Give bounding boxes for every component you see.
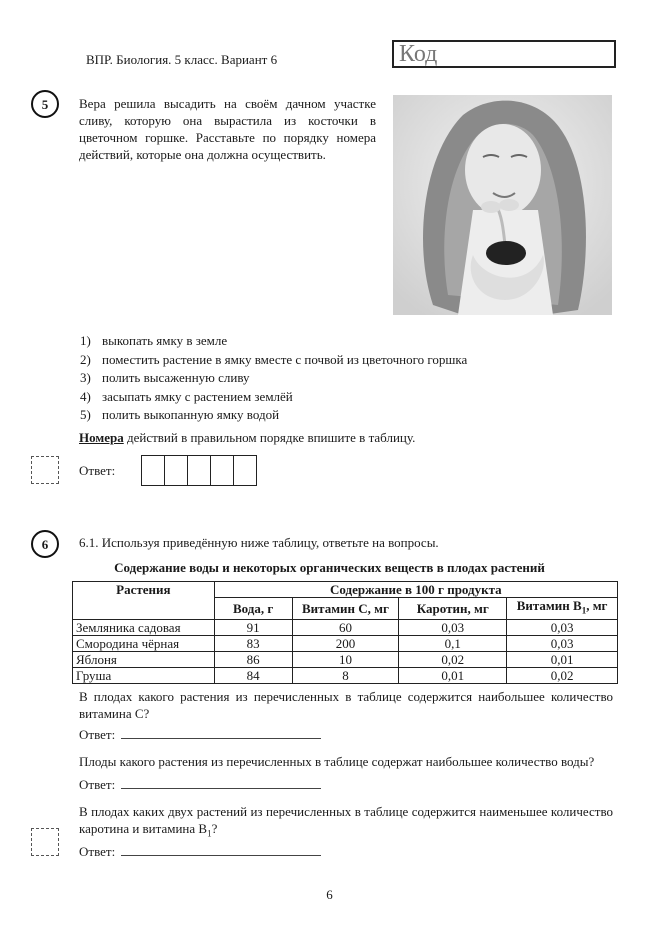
- code-field[interactable]: [392, 40, 616, 68]
- list-item: 4) засыпать ямку с растением землёй: [80, 388, 293, 404]
- answer-cell-1[interactable]: [142, 456, 165, 485]
- table-row: Земляника садовая 91 60 0,03 0,03: [73, 619, 618, 635]
- table-title: Содержание воды и некоторых органических веществ в плодах растений: [114, 560, 545, 575]
- column-group-header: Содержание в 100 г продукта: [214, 582, 617, 598]
- answer-label: Ответ:: [79, 463, 116, 478]
- table-row: Смородина чёрная 83 200 0,1 0,03: [73, 635, 618, 651]
- answer-row-2: Ответ:: [79, 776, 321, 793]
- answer-input-2[interactable]: [121, 776, 321, 789]
- answer-cell-4[interactable]: [211, 456, 234, 485]
- list-item: 5) полить выкопанную ямку водой: [80, 407, 280, 423]
- question-1: В плодах какого растения из перечисленных в таблице содержится наибольшее количество витамина C?: [79, 689, 613, 721]
- score-box-task6[interactable]: [31, 828, 59, 856]
- list-item: 2) поместить растение в ямку вместе с почвой из цветочного горшка: [80, 351, 468, 367]
- task-number-badge: 6: [31, 530, 59, 558]
- code-label: Код: [399, 41, 438, 67]
- header-title: ВПР. Биология. 5 класс. Вариант 6: [86, 52, 278, 67]
- task5-steps-list: [80, 332, 467, 425]
- nutrient-table: [72, 581, 618, 684]
- column-header-vitamin-b1: Витамин $B_1$, мг: [507, 598, 618, 620]
- answer-row-1: Ответ:: [79, 726, 321, 743]
- table-row: Груша 84 8 0,01 0,02: [73, 667, 618, 683]
- column-header-plant: Растения: [73, 582, 215, 620]
- question-3: В плодах каких двух растений из перечисленных в таблице содержится наименьшее количество каротина и витамина $B_1$?: [79, 804, 613, 839]
- answer-row-3: Ответ:: [79, 843, 321, 860]
- answer-input-1[interactable]: [121, 726, 321, 739]
- page-number: 6: [326, 887, 333, 902]
- column-header-carotene: Каротин, мг: [399, 598, 507, 620]
- column-header-vitamin-c: Витамин C, мг: [292, 598, 399, 620]
- answer-cell-2[interactable]: [165, 456, 188, 485]
- task-number-badge: 5: [31, 90, 59, 118]
- answer-cell-5[interactable]: [234, 456, 256, 485]
- table-row: Яблоня 86 10 0,02 0,01: [73, 651, 618, 667]
- question-2: Плоды какого растения из перечисленных в таблице содержат наибольшее количество воды?: [79, 754, 595, 769]
- column-header-water: Вода, г: [214, 598, 292, 620]
- score-box-task5[interactable]: [31, 456, 59, 484]
- answer-cell-3[interactable]: [188, 456, 211, 485]
- answer-input-3[interactable]: [121, 843, 321, 856]
- task6-intro: 6.1. Используя приведённую ниже таблицу, ответьте на вопросы.: [79, 535, 439, 550]
- answer-cells: [141, 455, 257, 486]
- list-item: 3) полить высаженную сливу: [80, 370, 250, 386]
- girl-holding-seedling-photo: [393, 95, 612, 315]
- list-item: 1) выкопать ямку в земле: [80, 333, 228, 348]
- task5-text: Вера решила высадить на своём дачном участке сливу, которую она вырастила из косточки в цветочном горшке. Расставьте по порядку номера действий, которые она должна осуществить.: [79, 96, 376, 162]
- task5-instruction: Номера действий в правильном порядке впишите в таблицу.: [79, 430, 416, 445]
